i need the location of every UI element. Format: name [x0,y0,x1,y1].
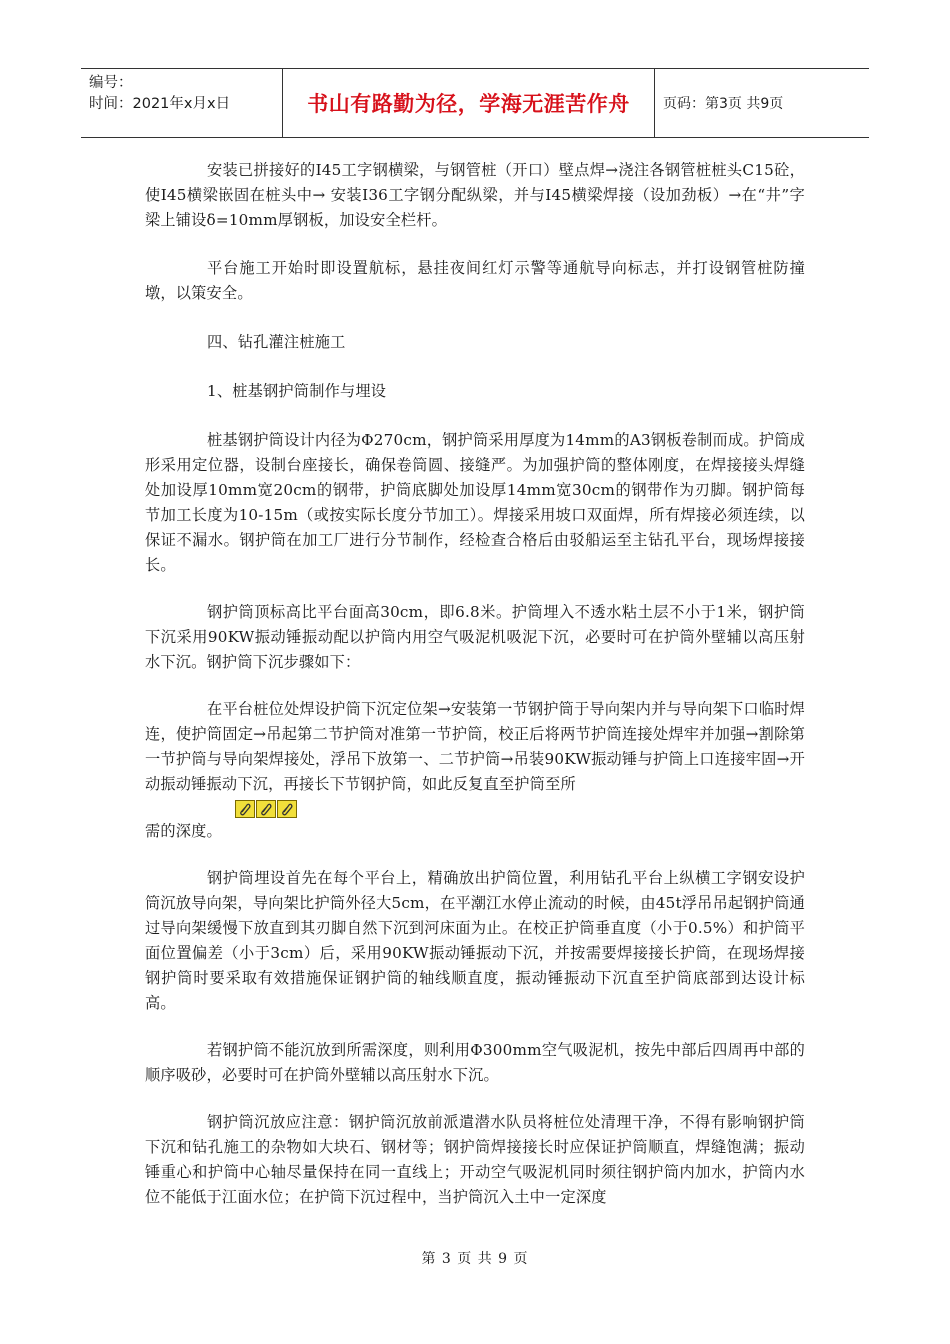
doc-time-label: 时间：2021年x月x日 [89,96,231,112]
paragraph-8: 钢护筒沉放应注意：钢护筒沉放前派遣潜水队员将桩位处清理干净，不得有影响钢护筒下沉和钻孔施工的杂物如大块石、钢材等；钢护筒焊接接长时应保证护筒顺直，焊缝饱满；振动锤重心和护筒中心轴尽量保持在同一直线上；开动空气吸泥机同时须往钢护筒内加水，护筒内水位不能低于江面水位；在护筒下沉过程中，当护筒沉入土中一定深度 [145,1113,805,1206]
page-footer: 第 3 页 共 9 页 [421,1251,529,1267]
paperclip-icon[interactable] [235,800,255,818]
header-table [81,68,869,138]
header-meta [81,69,283,137]
paragraph-1: 安装已拼接好的I45工字钢横梁，与钢管桩（开口）壁点焊→浇注各钢管桩桩头C15砼，使I45横梁嵌固在桩头中→ 安装I36工字钢分配纵梁，并与I45横梁焊接（设加劲板）→在“井”字梁上铺设δ=10mm厚钢板，加设安全栏杆。 [145,161,805,229]
icon-strip[interactable] [235,800,297,818]
paragraph-2: 平台施工开始时即设置航标，悬挂夜间红灯示警等通航导向标志，并打设钢管桩防撞墩，以策安全。 [145,259,805,302]
paragraph-5: 在平台桩位处焊设护筒下沉定位架→安装第一节钢护筒于导向架内并与导向架下口临时焊连，使护筒固定→吊起第二节护筒对准第一节护筒，校正后将两节护筒连接处焊牢并加强→割除第一节护筒与导向架焊接处，浮吊下放第一、二节护筒→吊装90KW振动锤与护筒上口连接牢固→开动振动锤振动下沉，再接长下节钢护筒，如此反复直至护筒至所 [145,700,805,793]
header-page-label: 页码：第3页 共9页 [663,96,784,112]
doc-number-label: 编号： [89,75,133,91]
paragraph-5-end: 需的深度。 [145,822,222,840]
icon-strip-line [145,797,805,819]
header-motto: 书山有路勤为径，学海无涯苦作舟 [283,69,655,137]
section-heading: 四、钻孔灌注桩施工 [207,333,346,351]
paperclip-icon[interactable] [277,800,297,818]
paragraph-6: 钢护筒埋设首先在每个平台上，精确放出护筒位置，利用钻孔平台上纵横工字钢安设护筒沉放导向架，导向架比护筒外径大5cm，在平潮江水停止流动的时候，由45t浮吊吊起钢护筒通过导向架缓慢下放直到其刃脚自然下沉到河床面为止。在校正护筒垂直度（小于0.5%）和护筒平面位置偏差（小于3cm）后，采用90KW振动锤振动下沉，并按需要焊接接长护筒，在现场焊接钢护筒时要采取有效措施保证钢护筒的轴线顺直度，振动锤振动下沉直至护筒底部到达设计标高。 [145,869,805,1012]
paragraph-7: 若钢护筒不能沉放到所需深度，则利用Φ300mm空气吸泥机，按先中部后四周再中部的顺序吸砂，必要时可在护筒外壁辅以高压射水下沉。 [145,1041,805,1084]
paragraph-4: 钢护筒顶标高比平台面高30cm，即6.8米。护筒埋入不透水粘土层不小于1米，钢护筒下沉采用90KW振动锤振动配以护筒内用空气吸泥机吸泥下沉，必要时可在护筒外壁辅以高压射水下沉。钢护筒下沉步骤如下： [145,603,805,671]
paperclip-icon[interactable] [256,800,276,818]
document-body [145,158,805,1210]
paragraph-3: 桩基钢护筒设计内径为Φ270cm，钢护筒采用厚度为14mm的A3钢板卷制而成。护筒成形采用定位器，设制台座接长，确保卷筒圆、接缝严。为加强护筒的整体刚度，在焊接接头焊缝处加设厚10mm宽20cm的钢带，护筒底脚处加设厚14mm宽30cm的钢带作为刃脚。钢护筒每节加工长度为10-15m（或按实际长度分节加工）。焊接采用坡口双面焊，所有焊接必须连续，以保证不漏水。钢护筒在加工厂进行分节制作，经检查合格后由驳船运至主钻孔平台，现场焊接接长。 [145,431,805,574]
subsection-heading: 1、桩基钢护筒制作与埋设 [207,382,387,400]
